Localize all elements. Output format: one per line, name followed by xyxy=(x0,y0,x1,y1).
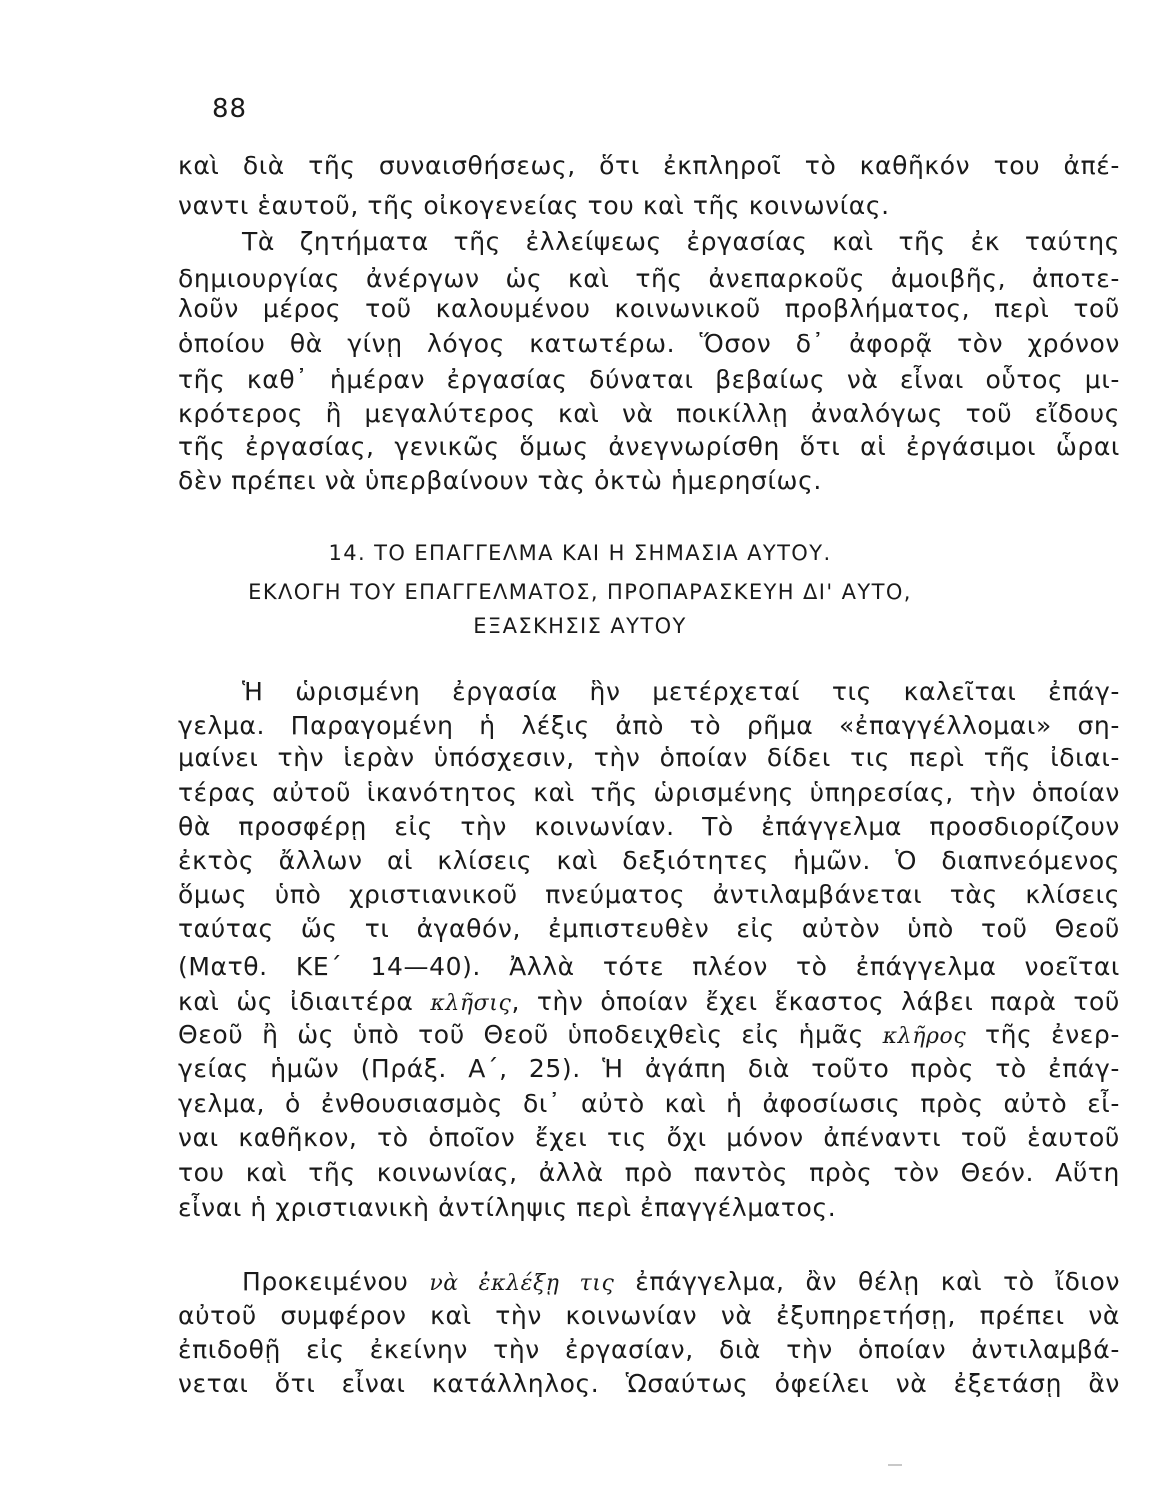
text-line: κρότερος ἢ μεγαλύτερος καὶ νὰ ποικίλλῃ ἀναλόγως τοῦ εἴδους xyxy=(178,399,1120,428)
text-line: ὅμως ὑπὸ χριστιανικοῦ πνεύματος ἀντιλαμβάνεται τὰς κλίσεις xyxy=(178,880,1120,909)
text-segment: , τὴν ὁποίαν ἔχει ἕκαστος λάβει παρὰ τοῦ xyxy=(511,987,1120,1016)
text-line: (Ματθ. ΚΕ΄ 14—40). Ἀλλὰ τότε πλέον τὸ ἐπάγγελμα νοεῖται xyxy=(178,952,1120,981)
section-heading-line-1: 14. ΤΟ ΕΠΑΓΓΕΛΜΑ ΚΑΙ Η ΣΗΜΑΣΙΑ ΑΥΤΟΥ. xyxy=(328,541,832,565)
text-line: θὰ προσφέρῃ εἰς τὴν κοινωνίαν. Τὸ ἐπάγγελμα προσδιορίζουν xyxy=(178,812,1120,841)
text-line: γείας ἡμῶν (Πράξ. Α΄, 25). Ἡ ἀγάπη διὰ τοῦτο πρὸς τὸ ἐπάγ- xyxy=(178,1054,1120,1083)
text-line: τῆς καθ᾽ ἡμέραν ἐργασίας δύναται βεβαίως νὰ εἶναι οὗτος μι- xyxy=(178,365,1120,394)
page-number: 88 xyxy=(212,94,248,124)
text-line: Ἡ ὡρισμένη ἐργασία ἣν μετέρχεταί τις καλεῖται ἐπάγ- xyxy=(242,677,1120,706)
text-line: ἐπιδοθῇ εἰς ἐκείνην τὴν ἐργασίαν, διὰ τὴν ὁποίαν ἀντιλαμβά- xyxy=(178,1335,1120,1364)
text-segment: Θεοῦ ἢ ὡς ὑπὸ τοῦ Θεοῦ ὑποδειχθεὶς εἰς ἡμᾶς xyxy=(178,1020,883,1049)
scan-speck xyxy=(888,1464,902,1466)
text-line: ὁποίου θὰ γίνῃ λόγος κατωτέρω. Ὅσον δ᾽ ἀφορᾷ τὸν χρόνον xyxy=(178,329,1120,358)
text-line: αὐτοῦ συμφέρον καὶ τὴν κοινωνίαν νὰ ἐξυπηρετήσῃ, πρέπει νὰ xyxy=(178,1301,1120,1330)
text-line: ταύτας ὥς τι ἀγαθόν, ἐμπιστευθὲν εἰς αὐτὸν ὑπὸ τοῦ Θεοῦ xyxy=(178,914,1120,943)
text-line: ναι καθῆκον, τὸ ὁποῖον ἔχει τις ὄχι μόνον ἀπέναντι τοῦ ἑαυτοῦ xyxy=(178,1123,1120,1152)
italic-term: κλῆρος xyxy=(882,1024,967,1049)
text-line: εἶναι ἡ χριστιανικὴ ἀντίληψις περὶ ἐπαγγέλματος. xyxy=(178,1193,837,1222)
text-line: γελμα. Παραγομένη ἡ λέξις ἀπὸ τὸ ρῆμα «ἐπαγγέλλομαι» ση- xyxy=(178,711,1120,740)
text-line xyxy=(178,1019,1120,1053)
section-heading-line-2: ΕΚΛΟΓΗ ΤΟΥ ΕΠΑΓΓΕΛΜΑΤΟΣ, ΠΡΟΠΑΡΑΣΚΕΥΗ ΔΙ' ΑΥΤΟ, xyxy=(248,580,912,604)
text-segment: τῆς ἐνερ- xyxy=(966,1020,1121,1049)
text-segment: Προκειμένου xyxy=(242,1267,430,1296)
text-line: λοῦν μέρος τοῦ καλουμένου κοινωνικοῦ προβλήματος, περὶ τοῦ xyxy=(178,294,1120,323)
text-line: δημιουργίας ἀνέργων ὡς καὶ τῆς ἀνεπαρκοῦς ἀμοιβῆς, ἀποτε- xyxy=(178,264,1120,293)
text-segment: ἐπάγγελμα, ἂν θέλῃ καὶ τὸ ἴδιον xyxy=(614,1267,1121,1296)
text-line: μαίνει τὴν ἱερὰν ὑπόσχεσιν, τὴν ὁποίαν δίδει τις περὶ τῆς ἰδιαι- xyxy=(178,743,1120,772)
section-heading-line-3: ΕΞΑΣΚΗΣΙΣ ΑΥΤΟΥ xyxy=(473,614,687,638)
text-line: δὲν πρέπει νὰ ὑπερβαίνουν τὰς ὀκτὼ ἡμερησίως. xyxy=(178,466,822,495)
text-line: ἐκτὸς ἄλλων αἱ κλίσεις καὶ δεξιότητες ἡμῶν. Ὁ διαπνεόμενος xyxy=(178,846,1120,875)
text-line: νεται ὅτι εἶναι κατάλληλος. Ὡσαύτως ὀφείλει νὰ ἐξετάσῃ ἂν xyxy=(178,1369,1120,1398)
text-line: τέρας αὐτοῦ ἱκανότητος καὶ τῆς ὡρισμένης ὑπηρεσίας, τὴν ὁποίαν xyxy=(178,778,1120,807)
italic-term: νὰ ἐκλέξῃ τις xyxy=(429,1271,615,1296)
text-segment: καὶ ὡς ἰδιαιτέρα xyxy=(178,987,431,1016)
text-line: καὶ διὰ τῆς συναισθήσεως, ὅτι ἐκπληροῖ τὸ καθῆκόν του ἀπέ- xyxy=(178,151,1120,180)
text-line xyxy=(242,1266,1120,1300)
italic-term: κλῆσις xyxy=(430,991,512,1016)
text-line: ναντι ἑαυτοῦ, τῆς οἰκογενείας του καὶ τῆς κοινωνίας. xyxy=(178,191,890,220)
text-line: του καὶ τῆς κοινωνίας, ἀλλὰ πρὸ παντὸς πρὸς τὸν Θεόν. Αὕτη xyxy=(178,1158,1120,1187)
text-line: γελμα, ὁ ἐνθουσιασμὸς δι᾽ αὐτὸ καὶ ἡ ἀφοσίωσις πρὸς αὐτὸ εἶ- xyxy=(178,1089,1120,1118)
text-line: Τὰ ζητήματα τῆς ἐλλείψεως ἐργασίας καὶ τῆς ἐκ ταύτης xyxy=(242,227,1120,256)
text-line: τῆς ἐργασίας, γενικῶς ὅμως ἀνεγνωρίσθη ὅτι αἱ ἐργάσιμοι ὧραι xyxy=(178,432,1120,461)
text-line xyxy=(178,986,1120,1020)
